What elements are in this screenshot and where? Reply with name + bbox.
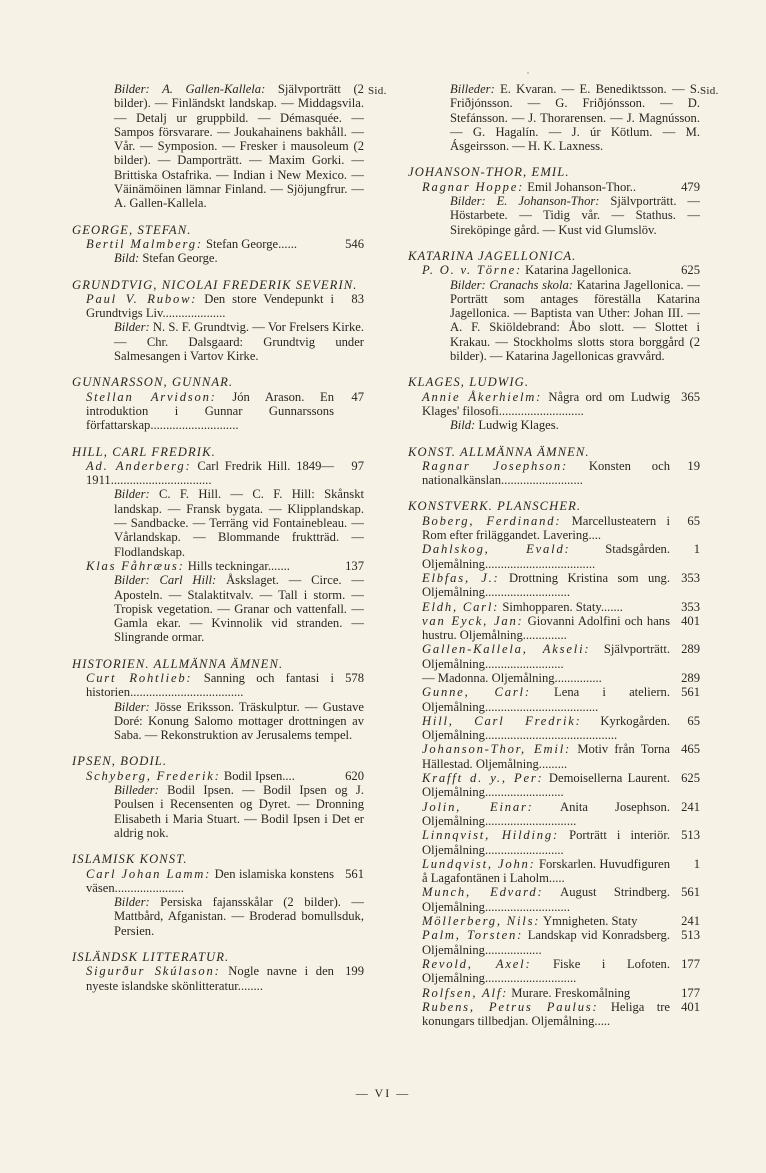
page-ref: 620 bbox=[345, 768, 364, 783]
illustrations-label: Bilder: A. Gallen-Kallela: bbox=[114, 82, 266, 96]
page-ref: 177 bbox=[681, 985, 700, 1000]
entry-main bbox=[422, 390, 700, 419]
page-ref: 241 bbox=[681, 799, 700, 814]
entry-title: Carl Fredrik Hill. 1849—1911................................ bbox=[86, 458, 334, 488]
entry-main bbox=[86, 292, 364, 321]
entry-main bbox=[422, 180, 700, 194]
section-heading: GRUNDTVIG, NICOLAI FREDERIK SEVERIN. bbox=[72, 277, 358, 292]
index-entry bbox=[422, 514, 700, 543]
entry-main bbox=[422, 957, 700, 986]
entry-author: Dahlskog, Evald: bbox=[422, 542, 571, 557]
index-entry bbox=[422, 263, 700, 363]
illustrations-label: Bilder: bbox=[114, 895, 150, 910]
index-entry bbox=[422, 614, 700, 643]
index-entry bbox=[422, 459, 700, 488]
entry-main bbox=[422, 459, 700, 488]
entry-main bbox=[422, 614, 700, 643]
entry-main bbox=[422, 671, 700, 685]
entry-main bbox=[422, 1000, 700, 1029]
entry-main bbox=[422, 742, 700, 771]
entry-title: Ymnigheten. Staty bbox=[542, 914, 638, 929]
illustrations-list bbox=[114, 573, 364, 644]
page-ref: 561 bbox=[345, 866, 364, 881]
index-entry bbox=[422, 714, 700, 743]
entry-main bbox=[86, 459, 364, 488]
entry-author: van Eyck, Jan: bbox=[422, 613, 524, 628]
page-ref: 561 bbox=[681, 685, 700, 700]
page-ref: 353 bbox=[681, 599, 700, 614]
index-entry bbox=[422, 828, 700, 857]
entry-title: Konsten och nationalkänslan.......................... bbox=[422, 458, 670, 488]
index-section bbox=[408, 165, 700, 236]
index-entry bbox=[86, 292, 364, 363]
entry-main bbox=[422, 571, 700, 600]
illustrations-label: Bild: bbox=[114, 251, 140, 266]
section-heading: KATARINA JAGELLONICA. bbox=[408, 248, 577, 263]
entry-author: Klas Fåhræus: bbox=[86, 558, 185, 573]
entry-title: Anita Josephson. Oljemålning............................. bbox=[422, 799, 670, 828]
entry-author: Paul V. Rubow: bbox=[86, 291, 198, 306]
index-section bbox=[408, 249, 700, 363]
entry-main bbox=[422, 514, 700, 543]
entry-title: Landskap vid Konradsberg. Oljemålning.................. bbox=[422, 928, 670, 957]
entry-title: August Strindberg. Oljemålning........................... bbox=[422, 885, 670, 914]
section-heading: GUNNARSSON, GUNNAR. bbox=[72, 375, 234, 390]
index-entry bbox=[422, 542, 700, 571]
illustrations-label: Bilder: bbox=[114, 487, 150, 502]
index-entry bbox=[86, 459, 364, 559]
entry-main bbox=[86, 671, 364, 700]
entry-main bbox=[422, 857, 700, 886]
entry-main bbox=[86, 390, 364, 433]
illustrations-text: Katarina Jagellonica. — Porträtt som antages föreställa Katarina Jagellonica. — Baptista van Uther: Johan III. — A. F. Skiöldebrand: Åbo slott. — Slottet i Krakau. — Stockholms slotts stora borggård (2 bilder). — Katarina Jagellonicas gravvård. bbox=[450, 277, 700, 364]
entry-main bbox=[86, 867, 364, 896]
entry-author: Palm, Torsten: bbox=[422, 928, 524, 943]
index-section bbox=[72, 375, 364, 432]
illustrations-list bbox=[114, 700, 364, 743]
page-ref: 65 bbox=[687, 713, 700, 728]
illustrations-label: Billeder: bbox=[450, 82, 495, 96]
entry-main bbox=[422, 685, 700, 714]
entry-title: Lena i ateliern. Oljemålning.................................... bbox=[422, 685, 671, 714]
entry-title: Nogle navne i den nyeste islandske skönlitteratur........ bbox=[86, 964, 334, 993]
illustrations-list bbox=[114, 320, 364, 363]
section-heading: HILL, CARL FREDRIK. bbox=[72, 444, 216, 459]
print-speck bbox=[527, 72, 529, 74]
entry-author: Eldh, Carl: bbox=[422, 599, 500, 614]
entry-title: Giovanni Adolfini och hans hustru. Oljemålning.............. bbox=[422, 613, 671, 643]
entry-title: Demoisellerna Laurent. Oljemålning......................... bbox=[422, 771, 670, 800]
illustrations-list bbox=[114, 487, 364, 558]
illustrations-text: E. Kvaran. — E. Benediktsson. — S. Friðjónsson. — G. Friðjónsson. — D. Stefánsson. — J. Thorarensen. — J. Magnússon. — G. Hagalín. — J. úr Kötlum. — M. Ásgeirsson. — H. K. Laxness. bbox=[450, 82, 701, 154]
index-entry bbox=[86, 867, 364, 938]
column-label-right: Sid. bbox=[700, 85, 719, 97]
index-section bbox=[72, 950, 364, 993]
section-heading: IPSEN, BODIL. bbox=[72, 754, 168, 769]
section-heading: ISLAMISK KONST. bbox=[72, 852, 188, 867]
page-ref: 1 bbox=[693, 542, 700, 557]
entry-author: Möllerberg, Nils: bbox=[422, 914, 541, 929]
index-entry bbox=[422, 885, 700, 914]
entry-main bbox=[422, 600, 700, 614]
illustrations-label: Bilder: E. Johanson-Thor: bbox=[450, 194, 600, 209]
index-section bbox=[408, 499, 700, 1028]
page-ref: 578 bbox=[345, 670, 364, 685]
page-ref: 1 bbox=[693, 856, 700, 871]
illustrations-text: Självporträtt (2 bilder). — Finländskt landskap. — Middagsvila. — Detalj ur gruppbild. — Démasquée. — Sampos försvarare. — Joukahainens bakhåll. — Vår. — Symposion. — Fresker i mausoleum (2 bilder). — Damporträtt. — Maxim Gorki. — Brittiska Ostafrika. — Indian i New Mexico. — Väinämöinen lämnar Finland. — Sjöjungfrur. — A. Gallen-Kallela. bbox=[114, 82, 364, 211]
index-column-right bbox=[408, 82, 700, 1028]
entry-title: Forskarlen. Huvudfiguren å Lagafontänen i Laholm..... bbox=[422, 856, 671, 886]
page-ref: 19 bbox=[687, 458, 700, 473]
entry-main bbox=[422, 914, 700, 928]
illustrations-text: Ludwig Klages. bbox=[478, 418, 559, 433]
index-entry bbox=[86, 237, 364, 266]
index-section bbox=[72, 445, 364, 645]
index-section bbox=[72, 754, 364, 840]
entry-title: Emil Johanson-Thor.. bbox=[527, 179, 637, 194]
entry-author: Sigurður Skúlason: bbox=[86, 964, 221, 979]
entry-author: Annie Åkerhielm: bbox=[422, 389, 543, 404]
index-entry bbox=[86, 964, 364, 993]
entry-title: Heliga tre konungars tillbedjan. Oljemålning..... bbox=[422, 999, 670, 1029]
entry-title: Murare. Freskomålning bbox=[511, 985, 631, 1000]
section-heading: KONST. ALLMÄNNA ÄMNEN. bbox=[408, 444, 590, 459]
entry-title: Simhopparen. Staty....... bbox=[502, 599, 623, 614]
index-entry bbox=[422, 1000, 700, 1029]
entry-author: P. O. v. Törne: bbox=[422, 263, 522, 278]
entry-title: Motiv från Torna Hällestad. Oljemålning......... bbox=[422, 742, 670, 771]
entry-author: Bertil Malmberg: bbox=[86, 236, 203, 251]
page-ref: 365 bbox=[681, 389, 700, 404]
column-label-left: Sid. bbox=[368, 85, 387, 97]
entry-main bbox=[422, 771, 700, 800]
illustrations-list bbox=[450, 418, 700, 432]
entry-title: — Madonna. Oljemålning............... bbox=[422, 670, 602, 685]
entry-main bbox=[422, 986, 700, 1000]
index-entry bbox=[422, 685, 700, 714]
entry-author: Schyberg, Frederik: bbox=[86, 768, 221, 783]
index-section bbox=[408, 445, 700, 488]
index-section bbox=[72, 278, 364, 364]
index-entry bbox=[422, 180, 700, 237]
index-entry bbox=[422, 857, 700, 886]
index-entry bbox=[422, 671, 700, 685]
section-heading: GEORGE, STEFAN. bbox=[72, 222, 192, 237]
illustrations-text: Bodil Ipsen. — Bodil Ipsen og J. Poulsen i Recensenten og Dyret. — Dronning Elisabeth i Maria Stuart. — Bodil Ipsen i Det er aldrig nok. bbox=[114, 783, 364, 840]
entry-author: Jolin, Einar: bbox=[422, 799, 534, 814]
page-ref: 177 bbox=[681, 956, 700, 971]
entry-author: Ragnar Josephson: bbox=[422, 458, 568, 473]
entry-author: Johanson-Thor, Emil: bbox=[422, 742, 572, 757]
illustrations-label: Bilder: bbox=[114, 699, 150, 714]
entry-author: Gallen-Kallela, Akseli: bbox=[422, 642, 591, 657]
section-heading: HISTORIEN. ALLMÄNNA ÄMNEN. bbox=[72, 656, 284, 671]
index-entry bbox=[422, 390, 700, 433]
index-entry bbox=[422, 600, 700, 614]
entry-title: Stefan George...... bbox=[205, 236, 298, 251]
index-entry bbox=[422, 986, 700, 1000]
entry-title: Bodil Ipsen.... bbox=[223, 768, 295, 783]
entry-title: Hills teckningar....... bbox=[187, 558, 290, 573]
illustrations-label: Bilder: Cranachs skola: bbox=[450, 277, 573, 292]
entry-title: Några ord om Ludwig Klages' filosofi........................... bbox=[422, 389, 670, 418]
index-entry bbox=[422, 928, 700, 957]
illustrations-label: Bilder: Carl Hill: bbox=[114, 573, 217, 588]
illustrations-list bbox=[450, 278, 700, 364]
index-entry bbox=[422, 82, 700, 153]
page-ref: 625 bbox=[681, 771, 700, 786]
index-column-left bbox=[72, 82, 364, 993]
entry-author: Munch, Edvard: bbox=[422, 885, 544, 900]
illustrations-list bbox=[114, 251, 364, 265]
entry-author: Ragnar Hoppe: bbox=[422, 179, 525, 194]
illustrations-list bbox=[114, 82, 364, 211]
entry-main bbox=[422, 642, 700, 671]
entry-author: Curt Rohtlieb: bbox=[86, 670, 193, 685]
index-entry bbox=[422, 914, 700, 928]
index-entry bbox=[422, 800, 700, 829]
index-section bbox=[72, 657, 364, 743]
entry-main bbox=[422, 714, 700, 743]
entry-main bbox=[422, 928, 700, 957]
illustrations-list bbox=[114, 895, 364, 938]
page-ref: 289 bbox=[681, 670, 700, 685]
entry-title: Den islamiska konstens väsen...................... bbox=[86, 866, 334, 895]
entry-author: Hill, Carl Fredrik: bbox=[422, 713, 582, 728]
entry-author: Stellan Arvidson: bbox=[86, 389, 217, 404]
entry-main bbox=[86, 964, 364, 993]
index-entry bbox=[422, 771, 700, 800]
page-ref: 137 bbox=[345, 558, 364, 573]
index-entry bbox=[86, 82, 364, 211]
page-ref: 353 bbox=[681, 570, 700, 585]
entry-author: Rolfsen, Alf: bbox=[422, 985, 509, 1000]
entry-author: Boberg, Ferdinand: bbox=[422, 513, 562, 528]
entry-title: Kyrkogården. Oljemålning.......................................... bbox=[422, 713, 671, 743]
illustrations-label: Bild: bbox=[450, 418, 476, 433]
index-section bbox=[72, 852, 364, 938]
page-ref: 401 bbox=[681, 613, 700, 628]
index-section bbox=[72, 223, 364, 266]
page-ref: 465 bbox=[681, 742, 700, 757]
illustrations-list bbox=[450, 194, 700, 237]
entry-main bbox=[86, 769, 364, 783]
illustrations-text: Stefan George. bbox=[142, 251, 218, 266]
entry-author: Gunne, Carl: bbox=[422, 685, 531, 700]
page-ref: 401 bbox=[681, 999, 700, 1014]
page-ref: 199 bbox=[345, 964, 364, 979]
entry-author: Lundqvist, John: bbox=[422, 856, 536, 871]
entry-main bbox=[422, 542, 700, 571]
index-entry bbox=[86, 671, 364, 742]
page-ref: 47 bbox=[351, 389, 364, 404]
section-heading: ISLÄNDSK LITTERATUR. bbox=[72, 950, 230, 965]
entry-title: Jón Arason. En introduktion i Gunnar Gunnarssons författarskap............................ bbox=[86, 389, 334, 433]
section-heading: JOHANSON-THOR, EMIL. bbox=[408, 165, 570, 180]
entry-title: Katarina Jagellonica. bbox=[525, 263, 632, 278]
page-ref: 65 bbox=[687, 513, 700, 528]
page-ref: 83 bbox=[351, 291, 364, 306]
entry-author: Krafft d. y., Per: bbox=[422, 771, 544, 786]
illustrations-list bbox=[450, 82, 700, 153]
entry-author: Revold, Axel: bbox=[422, 956, 532, 971]
illustrations-label: Bilder: bbox=[114, 320, 150, 335]
entry-author: Rubens, Petrus Paulus: bbox=[422, 999, 599, 1014]
entry-author: Ad. Anderberg: bbox=[86, 458, 192, 473]
index-entry bbox=[422, 957, 700, 986]
index-section bbox=[72, 82, 364, 211]
entry-author: Carl Johan Lamm: bbox=[86, 866, 212, 881]
page-ref: 513 bbox=[681, 928, 700, 943]
illustrations-label: Billeder: bbox=[114, 783, 159, 798]
entry-main bbox=[86, 559, 364, 573]
entry-main bbox=[422, 263, 700, 277]
entry-main bbox=[422, 828, 700, 857]
page-ref: 546 bbox=[345, 236, 364, 251]
entry-title: Fiske i Lofoten. Oljemålning............................. bbox=[422, 956, 670, 986]
illustrations-text: N. S. F. Grundtvig. — Vor Frelsers Kirke. — Chr. Dalsgaard: Grundtvig under Salmesangen i Vartov Kirke. bbox=[114, 320, 364, 364]
page-ref: 513 bbox=[681, 828, 700, 843]
entry-title: Självporträtt. Oljemålning......................... bbox=[422, 642, 670, 671]
index-entry bbox=[422, 742, 700, 771]
index-section bbox=[408, 82, 700, 153]
section-heading: KONSTVERK. PLANSCHER. bbox=[408, 499, 582, 514]
illustrations-text: Åskslaget. — Circe. — Aposteln. — Stalaktitvalv. — Tall i storm. — Tropisk vegetation. — Granar och vattenfall. — Gamla ekar. — Kvinnolik vid stranden. — Slingrande ormar. bbox=[114, 573, 365, 645]
entry-main bbox=[422, 885, 700, 914]
index-section bbox=[408, 375, 700, 432]
illustrations-text: Självporträtt. — Höstarbete. — Tidig vår. — Stathus. — Sireköpinge gård. — Kust vid Glumslöv. bbox=[450, 194, 700, 237]
index-entry bbox=[422, 642, 700, 671]
illustrations-text: Jösse Eriksson. Träskulptur. — Gustave Doré: Konung Salomo mottager drottningen av Saba. — Rekonstruktion av Jerusalems tempel. bbox=[114, 699, 364, 743]
illustrations-list bbox=[114, 783, 364, 840]
illustrations-text: C. F. Hill. — C. F. Hill: Skånskt landskap. — Fransk bygata. — Klipplandskap. — Sandbacke. — Terräng vid Fontainebleau. — Vårlandskap. — Blommande fruktträd. — Flodlandskap. bbox=[114, 487, 364, 559]
page-ref: 625 bbox=[681, 263, 700, 278]
page-ref: 97 bbox=[351, 458, 364, 473]
entry-main bbox=[422, 800, 700, 829]
index-entry bbox=[86, 390, 364, 433]
index-entry bbox=[422, 571, 700, 600]
entry-author: Linnqvist, Hilding: bbox=[422, 828, 559, 843]
entry-main bbox=[86, 237, 364, 251]
entry-title: Porträtt i interiör. Oljemålning......................... bbox=[422, 828, 670, 857]
page-number: — VI — bbox=[355, 1086, 411, 1100]
index-entry bbox=[86, 769, 364, 840]
page-ref: 289 bbox=[681, 642, 700, 657]
section-heading: KLAGES, LUDWIG. bbox=[408, 375, 530, 390]
entry-author: Elbfas, J.: bbox=[422, 570, 500, 585]
entry-title: Stadsgården. Oljemålning................................... bbox=[422, 542, 670, 571]
index-entry bbox=[86, 559, 364, 645]
page-ref: 241 bbox=[681, 914, 700, 929]
entry-title: Drottning Kristina som ung. Oljemålning........................... bbox=[422, 570, 670, 600]
illustrations-text: Persiska fajansskålar (2 bilder). — Mattbård, Afganistan. — Broderad bomullsduk, Persien. bbox=[114, 895, 364, 938]
entry-title: Marcellusteatern i Rom efter friläggandet. Lavering.... bbox=[422, 513, 670, 543]
entry-title: Den store Vendepunkt i Grundtvigs Liv.................... bbox=[86, 291, 334, 321]
entry-title: Sanning och fantasi i historien.................................... bbox=[86, 670, 334, 700]
page-ref: 561 bbox=[681, 885, 700, 900]
page-ref: 479 bbox=[681, 179, 700, 194]
